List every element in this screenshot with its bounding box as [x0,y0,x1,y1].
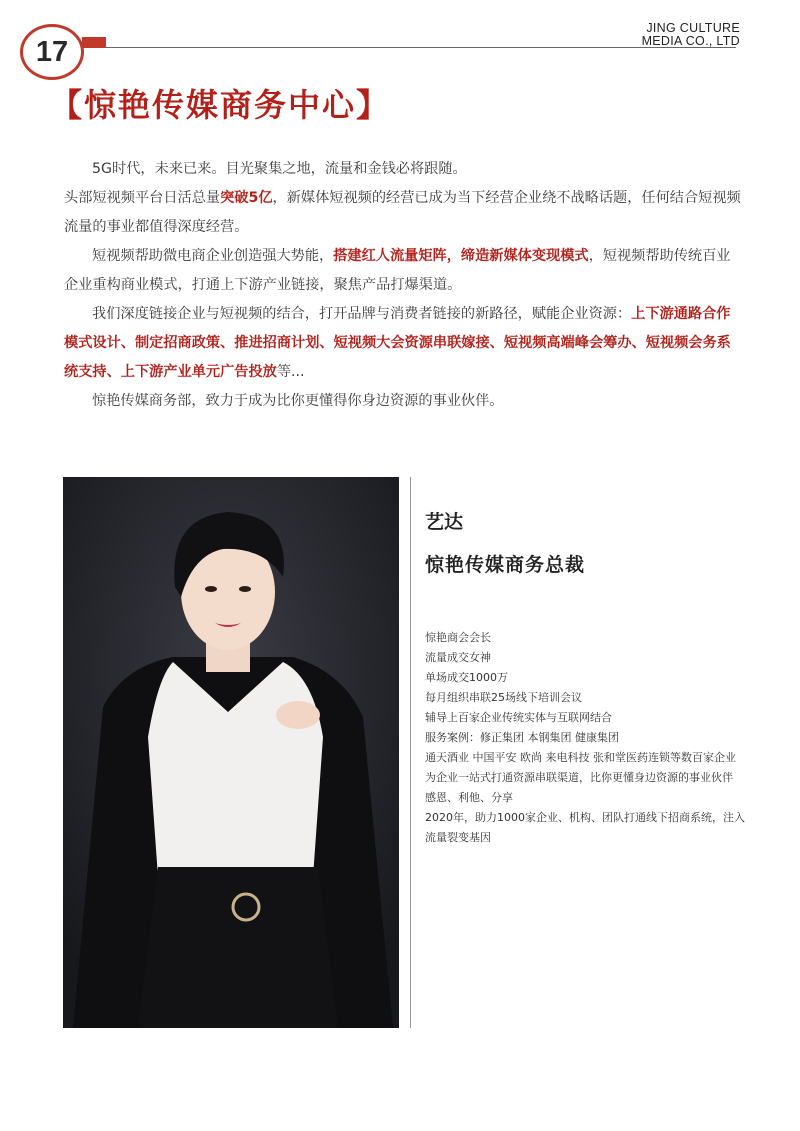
bio-line: 单场成交1000万 [425,671,508,684]
text-run: 我们深度链接企业与短视频的结合，打开品牌与消费者链接的新路径，赋能企业资源： [92,306,632,322]
bio-line: 辅导上百家企业传统实体与互联网结合 [425,711,612,724]
company-line-1: JING CULTURE [646,21,740,35]
bio-line: 每月组织串联25场线下培训会议 [425,691,582,704]
profile-name: 艺达 [425,511,464,533]
intro-paragraph-3 [64,242,744,300]
highlight-text: 搭建红人流量矩阵，缔造新媒体变现模式 [333,248,589,264]
highlight-text: 上下游通路合作模式设计、制定招商政策、推进招商计划、短视频大会资源串联嫁接、短视频高端峰会筹办、短视频会务系统支持、上下游产业单元广告投放 [64,306,731,380]
text-run: 等... [276,364,305,380]
profile-role: 惊艳传媒商务总裁 [425,554,586,576]
page-title: 【惊艳传媒商务中心】 [50,86,391,124]
text-run: 头部短视频平台日活总量 [64,190,221,206]
bio-line: 通天酒业 中国平安 欧尚 来电科技 张和堂医药连锁等数百家企业 [425,751,736,764]
page-number-badge [20,24,84,80]
page-number: 17 [35,35,69,68]
company-name [642,22,740,48]
text-run: ，短视频帮助传统百业企业重构商业模式，打通上下游产业链接，聚焦产品打爆渠道。 [64,248,731,293]
profile-divider [410,477,411,1028]
portrait-illustration [63,477,399,1028]
intro-paragraph-5: 惊艳传媒商务部，致力于成为比你更懂得你身边资源的事业伙伴。 [92,393,504,409]
bio-line: 服务案例：修正集团 本钢集团 健康集团 [425,731,619,744]
highlight-text: 突破5亿 [220,190,273,206]
bio-line: 惊艳商会会长 [425,631,491,644]
text-run: 短视频帮助微电商企业创造强大势能， [92,248,334,264]
bio-line: 2020年，助力1000家企业、机构、团队打通线下招商系统，注入流量裂变基因 [425,811,745,844]
intro-text [64,155,744,416]
header-accent-bar [82,37,106,48]
portrait-photo [63,477,399,1028]
text-run: ，新媒体短视频的经营已成为当下经营企业绕不战略话题，任何结合短视频流量的事业都值得深度经营。 [64,190,741,235]
profile-bio [425,628,745,848]
intro-paragraph-4 [64,300,744,387]
bio-line: 感恩、利他、分享 [425,791,513,804]
intro-paragraph-2 [64,184,744,242]
bio-line: 为企业一站式打通资源串联渠道，比你更懂身边资源的事业伙伴 [425,771,733,784]
company-line-2: MEDIA CO., LTD [641,34,740,48]
bio-line: 流量成交女神 [425,651,491,664]
intro-paragraph-1: 5G时代，未来已来。目光聚集之地，流量和金钱必将跟随。 [92,161,467,177]
